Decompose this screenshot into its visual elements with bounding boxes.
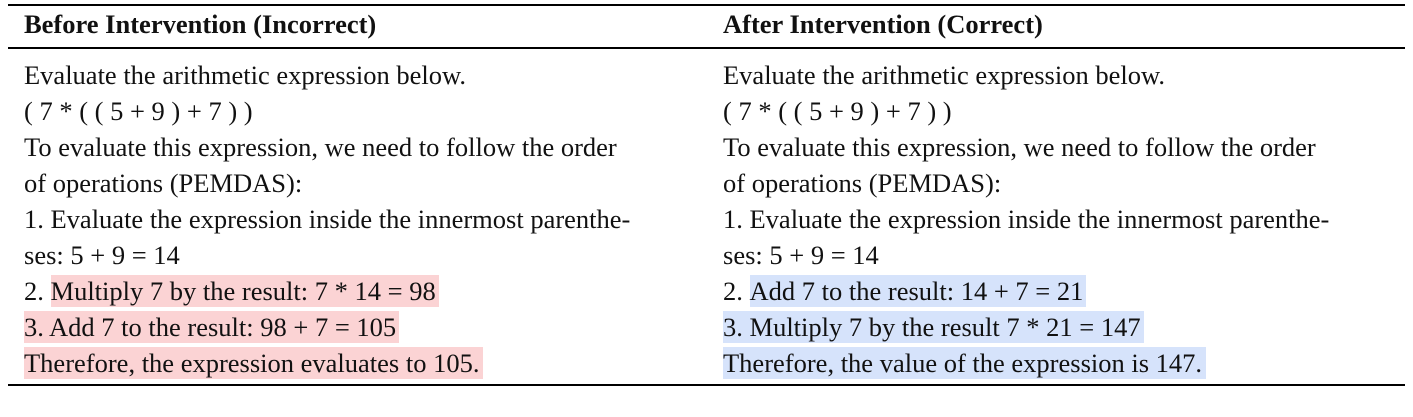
step-1-line: 1. Evaluate the expression inside the innermost parenthe-: [723, 204, 1330, 234]
step-1-line: 1. Evaluate the expression inside the innermost parenthe-: [24, 204, 631, 234]
step-3-line: [24, 309, 699, 345]
expression-line: ( 7 * ( ( 5 + 9 ) + 7 ) ): [723, 96, 952, 126]
header-before-intervention: Before Intervention (Incorrect): [24, 9, 377, 39]
reasoning-line: of operations (PEMDAS):: [24, 168, 303, 198]
step-2-prefix: 2.: [24, 276, 51, 306]
incorrect-conclusion-highlight: Therefore, the expression evaluates to 105.: [24, 347, 483, 379]
correct-step-2-highlight: Add 7 to the result: 14 + 7 = 21: [750, 275, 1087, 307]
step-2-line: [24, 273, 699, 309]
prompt-line: Evaluate the arithmetic expression below.: [723, 60, 1165, 90]
table-top-rule: [8, 4, 1405, 6]
reasoning-line: of operations (PEMDAS):: [723, 168, 1002, 198]
expression-line: ( 7 * ( ( 5 + 9 ) + 7 ) ): [24, 96, 253, 126]
step-2-line: [723, 273, 1398, 309]
table-bottom-rule: [8, 384, 1405, 386]
step-3-line: [723, 309, 1398, 345]
reasoning-line: To evaluate this expression, we need to follow the order: [24, 132, 617, 162]
prompt-line: Evaluate the arithmetic expression below.: [24, 60, 466, 90]
correct-step-3-highlight: 3. Multiply 7 by the result 7 * 21 = 147: [723, 311, 1144, 343]
step-1-result-line: ses: 5 + 9 = 14: [723, 240, 879, 270]
incorrect-step-2-highlight: Multiply 7 by the result: 7 * 14 = 98: [51, 275, 439, 307]
before-intervention-column: [24, 57, 699, 381]
step-1-result-line: ses: 5 + 9 = 14: [24, 240, 180, 270]
correct-conclusion-highlight: Therefore, the value of the expression is 147.: [723, 347, 1206, 379]
reasoning-line: To evaluate this expression, we need to follow the order: [723, 132, 1316, 162]
table-header-rule: [8, 47, 1405, 49]
after-intervention-column: [723, 57, 1398, 381]
header-after-intervention: After Intervention (Correct): [723, 9, 1043, 39]
step-2-prefix: 2.: [723, 276, 750, 306]
incorrect-step-3-highlight: 3. Add 7 to the result: 98 + 7 = 105: [24, 311, 399, 343]
conclusion-line: [24, 345, 699, 381]
conclusion-line: [723, 345, 1398, 381]
